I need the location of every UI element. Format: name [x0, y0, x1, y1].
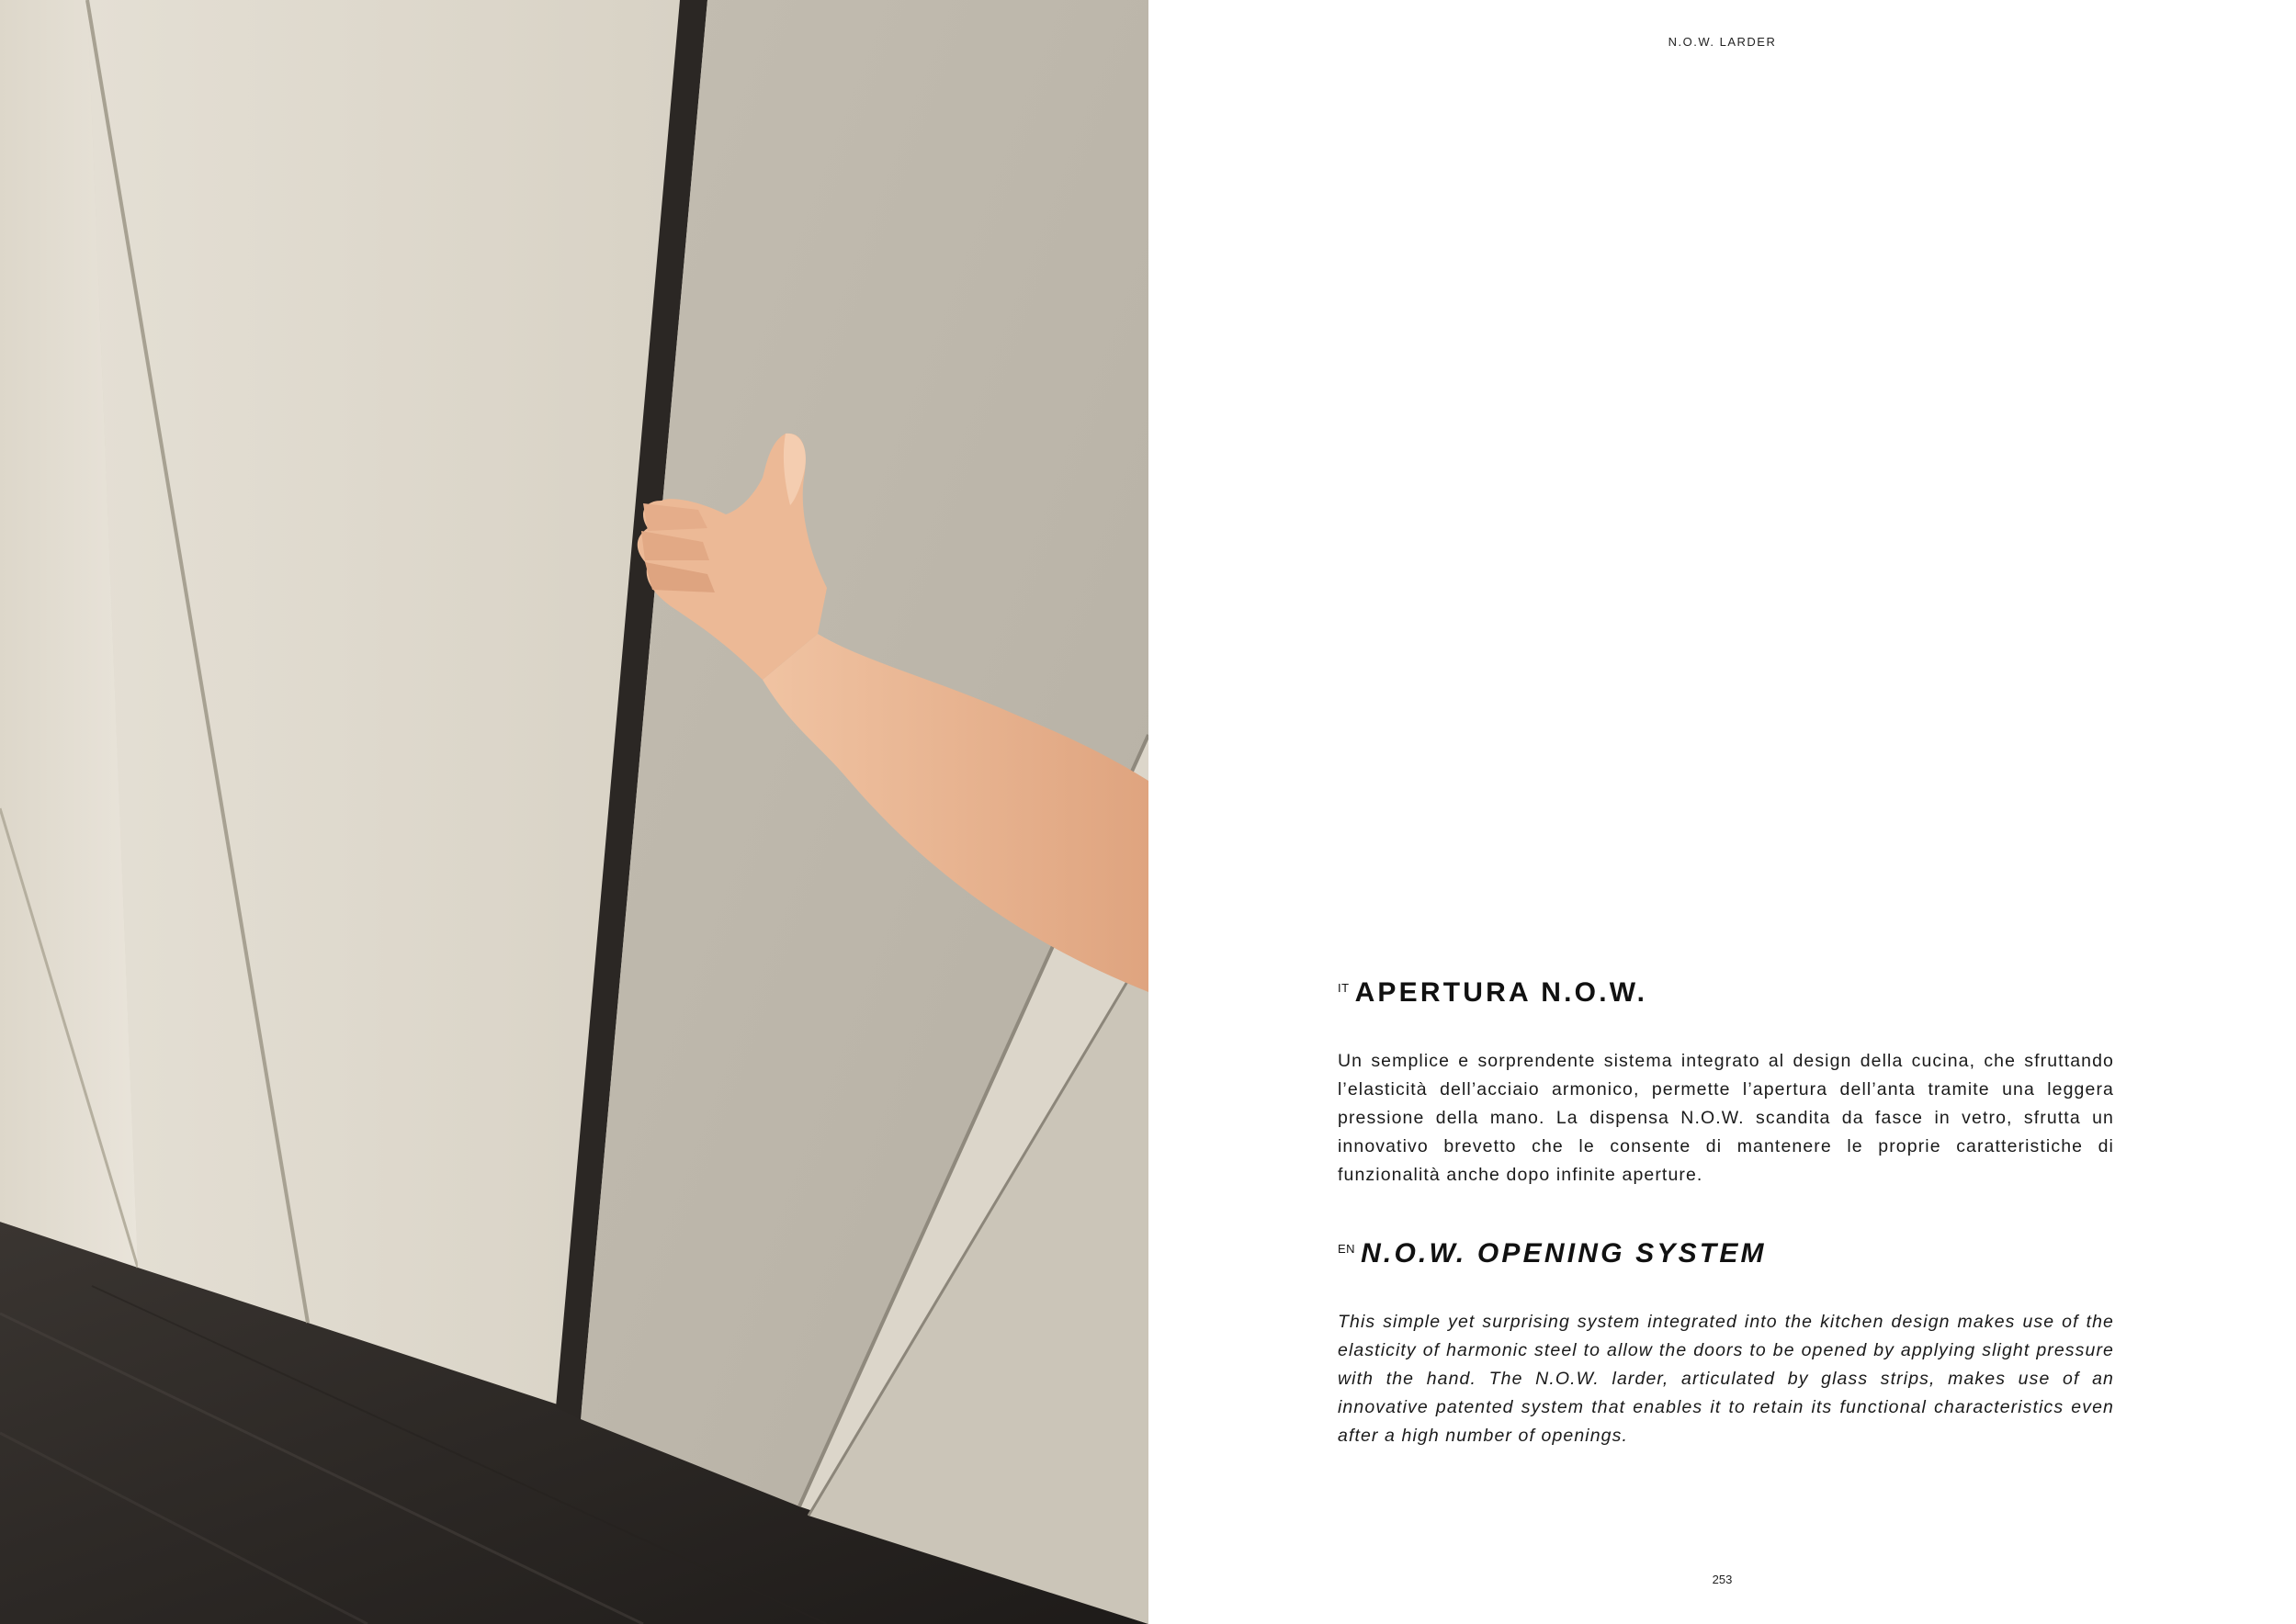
section-heading-en	[1338, 1238, 2114, 1269]
lang-tag-it: IT	[1338, 981, 1350, 995]
section-body-it: Un semplice e sorprendente sistema integrato al design della cucina, che sfruttando l’elasticità dell’acciaio armonico, permette l’apertura dell’anta tramite una leggera pressione della mano. La dispensa N.O.W. scandita da fasce in vetro, sfrutta un innovativo brevetto che le consente di mantenere le proprie caratteristiche di funzionalità anche dopo infinite aperture.	[1338, 1051, 2114, 1185]
section-english	[1338, 1238, 2114, 1450]
page-number: 253	[1712, 1573, 1733, 1586]
section-italian	[1338, 977, 2114, 1190]
lang-tag-en: EN	[1338, 1242, 1356, 1256]
section-title-en: N.O.W. OPENING SYSTEM	[1361, 1238, 1767, 1269]
section-title-it: APERTURA N.O.W.	[1354, 977, 1648, 1008]
section-heading-it	[1338, 977, 2114, 1009]
section-body-en: This simple yet surprising system integrated into the kitchen design makes use of the elasticity of harmonic steel to allow the doors to be opened by applying slight pressure with the hand. The N.O.W. larder, articulated by glass strips, makes use of an innovative patented system that enables it to retain its functional characteristics even after a high number of openings.	[1338, 1312, 2114, 1446]
running-head: N.O.W. LARDER	[1668, 35, 1777, 49]
text-page	[1148, 0, 2296, 1624]
